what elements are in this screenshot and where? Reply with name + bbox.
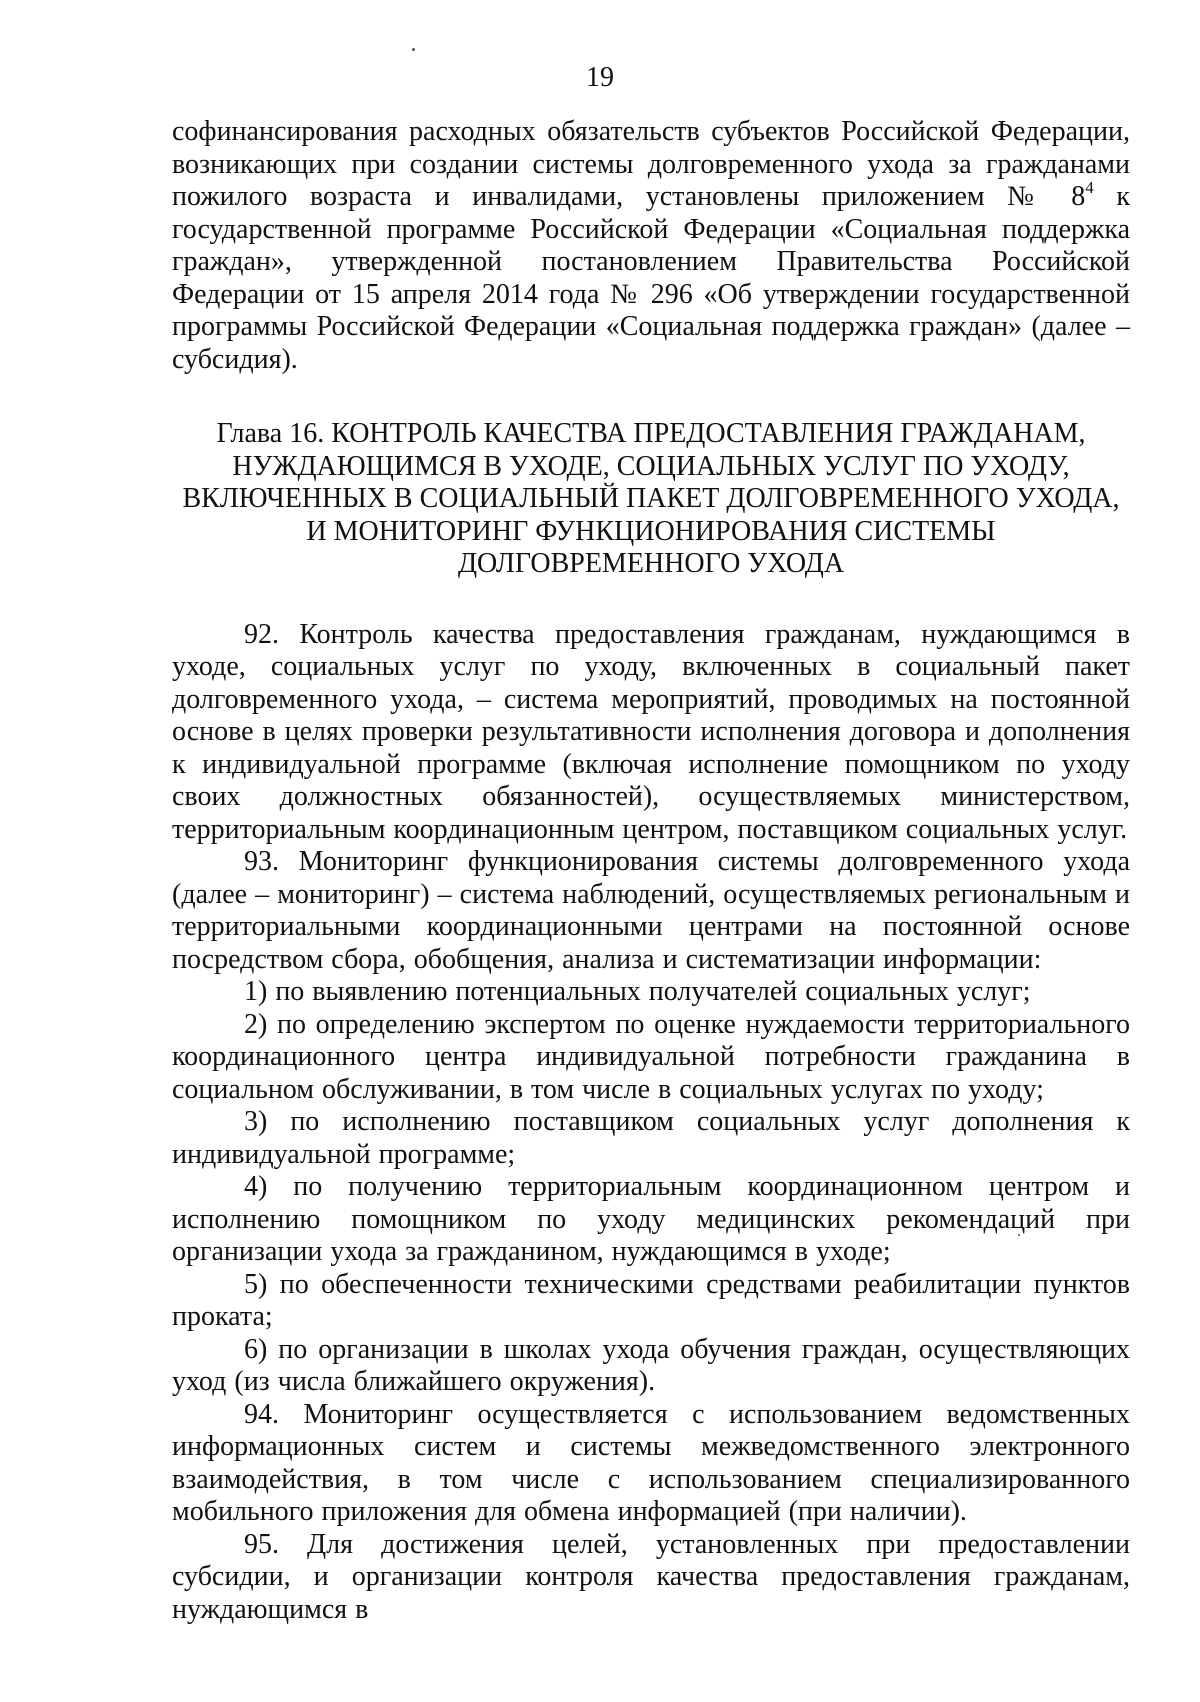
list-item-3: 3) по исполнению поставщиком социальных услуг дополнения к индивидуальной программе; — [172, 1106, 1130, 1170]
intro-text-part2: к государственной программе Российской Федерации «Социальная поддержка граждан», утвержденной постановлением Правительства Российской Федерации от 15 апреля 2014 года № 296 «Об утверждении государственной программы Российской Федерации «Социальная поддержка граждан» (далее – субсидия). — [172, 181, 1130, 375]
intro-paragraph — [172, 116, 1130, 376]
list-item-4: 4) по получению территориальным координационном центром и исполнению помощником по уходу медицинских рекомендаций при организации ухода за гражданином, нуждающимся в уходе; — [172, 1171, 1130, 1267]
scan-speck — [412, 48, 415, 51]
list-item-5: 5) по обеспеченности техническими средствами реабилитации пунктов проката; — [172, 1268, 1130, 1332]
list-item-6: 6) по организации в школах ухода обучения граждан, осуществляющих уход (из числа ближайшего окружения). — [172, 1333, 1130, 1397]
chapter-heading-line: И МОНИТОРИНГ ФУНКЦИОНИРОВАНИЯ СИСТЕМЫ — [306, 515, 996, 547]
list-item-1: 1) по выявлению потенциальных получателей социальных услуг; — [244, 976, 1031, 1007]
page-number: 19 — [586, 62, 614, 93]
paragraph-94: 94. Мониторинг осуществляется с использованием ведомственных информационных систем и системы межведомственного электронного взаимодействия, в том числе с использованием специализированного мобильного приложения для обмена информацией (при наличии). — [172, 1398, 1130, 1527]
paragraph-92: 92. Контроль качества предоставления гражданам, нуждающимся в уходе, социальных услуг по уходу, включенных в социальный пакет долговременного ухода, – система мероприятий, проводимых на постоянной основе в целях проверки результативности исполнения договора и дополнения к индивидуальной программе (включая исполнение помощником по уходу своих должностных обязанностей), осуществляемых министерством, территориальным координационным центром, поставщиком социальных услуг. — [172, 618, 1130, 845]
chapter-heading-line: ДОЛГОВРЕМЕННОГО УХОДА — [457, 548, 845, 579]
intro-text-part1: софинансирования расходных обязательств субъектов Российской Федерации, возникающих при создании системы долговременного ухода за гражданами пожилого возраста и инвалидами, установлены приложением № 8 — [172, 116, 1130, 212]
document-body — [172, 116, 1130, 1626]
paragraph-95: 95. Для достижения целей, установленных при предоставлении субсидии, и организации контроля качества предоставления гражданам, нуждающимся в — [172, 1528, 1130, 1625]
paragraph-93: 93. Мониторинг функционирования системы долговременного ухода (далее – мониторинг) – система наблюдений, осуществляемых региональным и территориальными координационными центрами на постоянной основе посредством сбора, обобщения, анализа и систематизации информации: — [172, 846, 1130, 975]
chapter-heading-line: НУЖДАЮЩИМСЯ В УХОДЕ, СОЦИАЛЬНЫХ УСЛУГ ПО УХОДУ, — [232, 450, 1070, 482]
footnote-superscript: 4 — [1085, 177, 1094, 197]
list-item-2: 2) по определению экспертом по оценке нуждаемости территориального координационного центра индивидуальной потребности гражданина в социальном обслуживании, в том числе в социальных услугах по уходу; — [172, 1008, 1130, 1105]
chapter-heading — [172, 418, 1130, 581]
chapter-heading-line: ВКЛЮЧЕННЫХ В СОЦИАЛЬНЫЙ ПАКЕТ ДОЛГОВРЕМЕННОГО УХОДА, — [182, 483, 1120, 514]
chapter-heading-line: Глава 16. КОНТРОЛЬ КАЧЕСТВА ПРЕДОСТАВЛЕНИЯ ГРАЖДАНАМ, — [216, 418, 1086, 449]
